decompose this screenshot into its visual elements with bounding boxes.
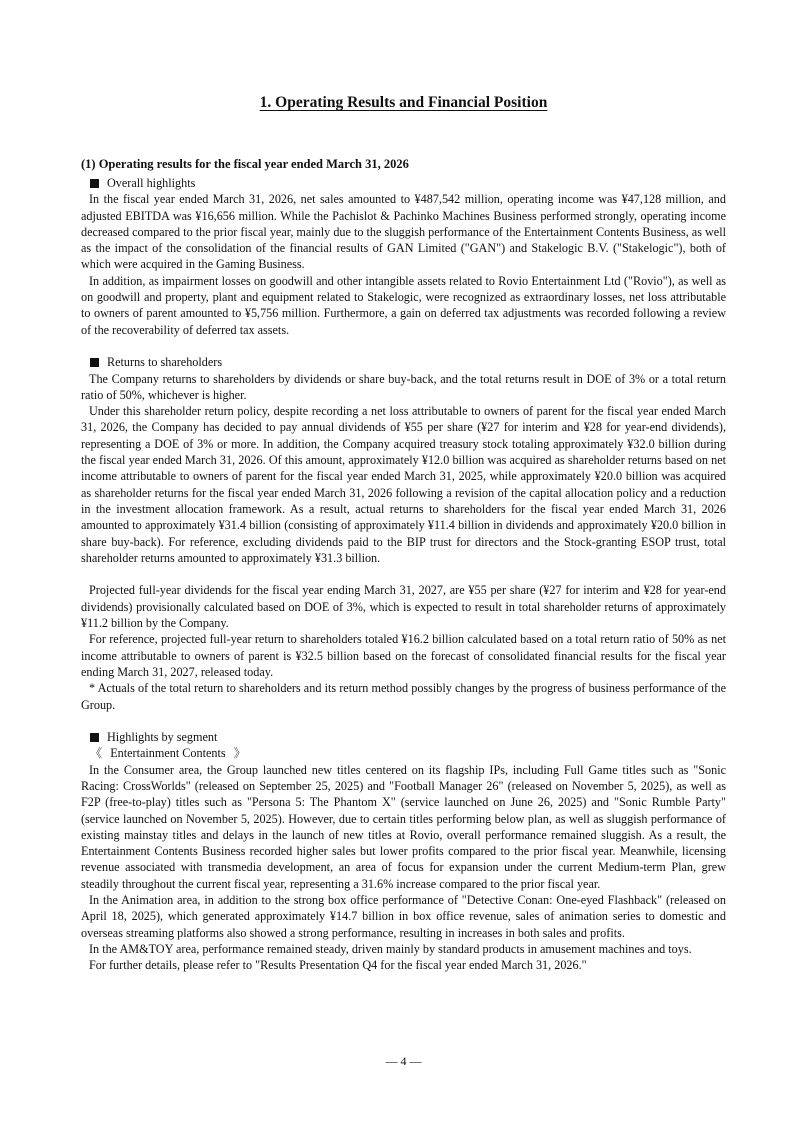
page-number: — 4 — (385, 1054, 422, 1068)
paragraph: Under this shareholder return policy, despite recording a net loss attributable to owners of parent for the fiscal year ended March 31, 2026, the Company has decided to pay annual dividends of ¥55 per share (¥27 for interim and ¥28 for year-end dividends), representing a DOE of 3% or more. In addition, the Company acquired treasury stock totaling approximately ¥32.0 billion during the fiscal year ended March 31, 2026. Of this amount, approximately ¥12.0 billion was acquired as shareholder returns based on net income attributable to owners of parent for the fiscal year ended March 31, 2025, while approximately ¥20.0 billion was acquired as shareholder returns for the fiscal year ended March 31, 2026 following a revision of the capital allocation policy and a reduction in the investment allocation framework. As a result, actual returns to shareholders for the fiscal year ended March 31, 2026 amounted to approximately ¥31.4 billion (consisting of approximately ¥11.4 billion in dividends and approximately ¥20.0 billion in share buy-back). For reference, excluding dividends paid to the BIP trust for directors and the Stock-granting ESOP trust, total shareholder returns amounted to approximately ¥31.3 billion. (81, 404, 726, 565)
paragraph: Projected full-year dividends for the fiscal year ending March 31, 2027, are ¥55 per share (¥27 for interim and ¥28 for year-end dividends) provisionally calculated based on DOE of 3%, which is expected to result in total shareholder returns of approximately ¥11.2 billion by the Company. (81, 583, 726, 631)
square-bullet-icon (90, 179, 99, 188)
paragraph: In the Animation area, in addition to the strong box office performance of "Detective Conan: One-eyed Flashback" (released on April 18, 2025), which generated approximately ¥14.7 billion in box office revenue, sales of animation series to domestic and overseas streaming platforms also showed a strong performance, resulting in increases in both sales and profits. (81, 893, 726, 940)
segment-heading (81, 745, 726, 761)
subheading-label: Overall highlights (107, 176, 196, 190)
paragraph: In the Consumer area, the Group launched new titles centered on its flagship IPs, including Full Game titles such as "Sonic Racing: CrossWorlds" (released on September 25, 2025) and "Football Manager 26" (released on November 5, 2025), as well as F2P (free-to-play) titles such as "Persona 5: The Phantom X" (service launched on June 26, 2025) and "Sonic Rumble Party" (service launched on November 5, 2025). However, due to certain titles performing below plan, as well as sluggish performance of existing mainstay titles and delays in the launch of new titles at Rovio, overall performance remained sluggish. As a result, the Entertainment Contents Business recorded higher sales but lower profits compared to the prior fiscal year. Meanwhile, licensing revenue associated with transmedia development, an area of focus for expansion under the current Medium-term Plan, grew steadily throughout the current fiscal year, representing a 31.6% increase compared to the prior fiscal year. (81, 762, 726, 891)
square-bullet-icon (90, 733, 99, 742)
subheading-label: Highlights by segment (107, 730, 218, 745)
paragraph: In the fiscal year ended March 31, 2026, net sales amounted to ¥487,542 million, operating income was ¥47,128 million, and adjusted EBITDA was ¥16,656 million. While the Pachislot & Pachinko Machines Business performed strongly, operating income decreased compared to the prior fiscal year, mainly due to the sluggish performance of the Entertainment Contents Business, as well as the impact of the consolidation of the financial results of GAN Limited ("GAN") and Stakelogic B.V. ("Stakelogic"), both of which were acquired in the Gaming Business. (81, 192, 726, 272)
paragraph: For further details, please refer to "Results Presentation Q4 for the fiscal year ended March 31, 2026." (89, 958, 587, 973)
section-body (81, 175, 726, 974)
square-bullet-icon (90, 358, 99, 367)
note: * Actuals of the total return to shareholders and its return method possibly changes by the progress of business performance of the Group. (81, 681, 726, 712)
subheading-overall (81, 175, 726, 191)
paragraph: The Company returns to shareholders by dividends or share buy-back, and the total returns result in DOE of 3% or a total return ratio of 50%, whichever is higher. (81, 371, 726, 402)
bracket-close: 》 (233, 746, 246, 761)
section-heading: (1) Operating results for the fiscal year ended March 31, 2026 (81, 157, 409, 171)
segment-name: Entertainment Contents (110, 746, 226, 761)
paragraph: In addition, as impairment losses on goodwill and other intangible assets related to Rovio Entertainment Ltd ("Rovio"), as well as on goodwill and property, plant and equipment related to Stakelogic, were recognized as extraordinary losses, net loss attributable to owners of parent amounted to ¥5,756 million. Furthermore, a gain on deferred tax adjustments was recorded following a review of the recoverability of deferred tax assets. (81, 273, 726, 337)
subheading-label: Returns to shareholders (107, 355, 223, 370)
bracket-open: 《 (90, 746, 103, 761)
subheading-returns (81, 354, 726, 370)
paragraph: For reference, projected full-year return to shareholders totaled ¥16.2 billion calculated based on a total return ratio of 50% as net income attributable to owners of parent is ¥32.5 billion based on the forecast of consolidated financial results for the fiscal year ending March 31, 2027, released today. (81, 632, 726, 679)
page-title: 1. Operating Results and Financial Position (259, 94, 548, 111)
paragraph: In the AM&TOY area, performance remained steady, driven mainly by standard products in amusement machines and toys. (89, 941, 692, 956)
subheading-segments (81, 729, 726, 745)
